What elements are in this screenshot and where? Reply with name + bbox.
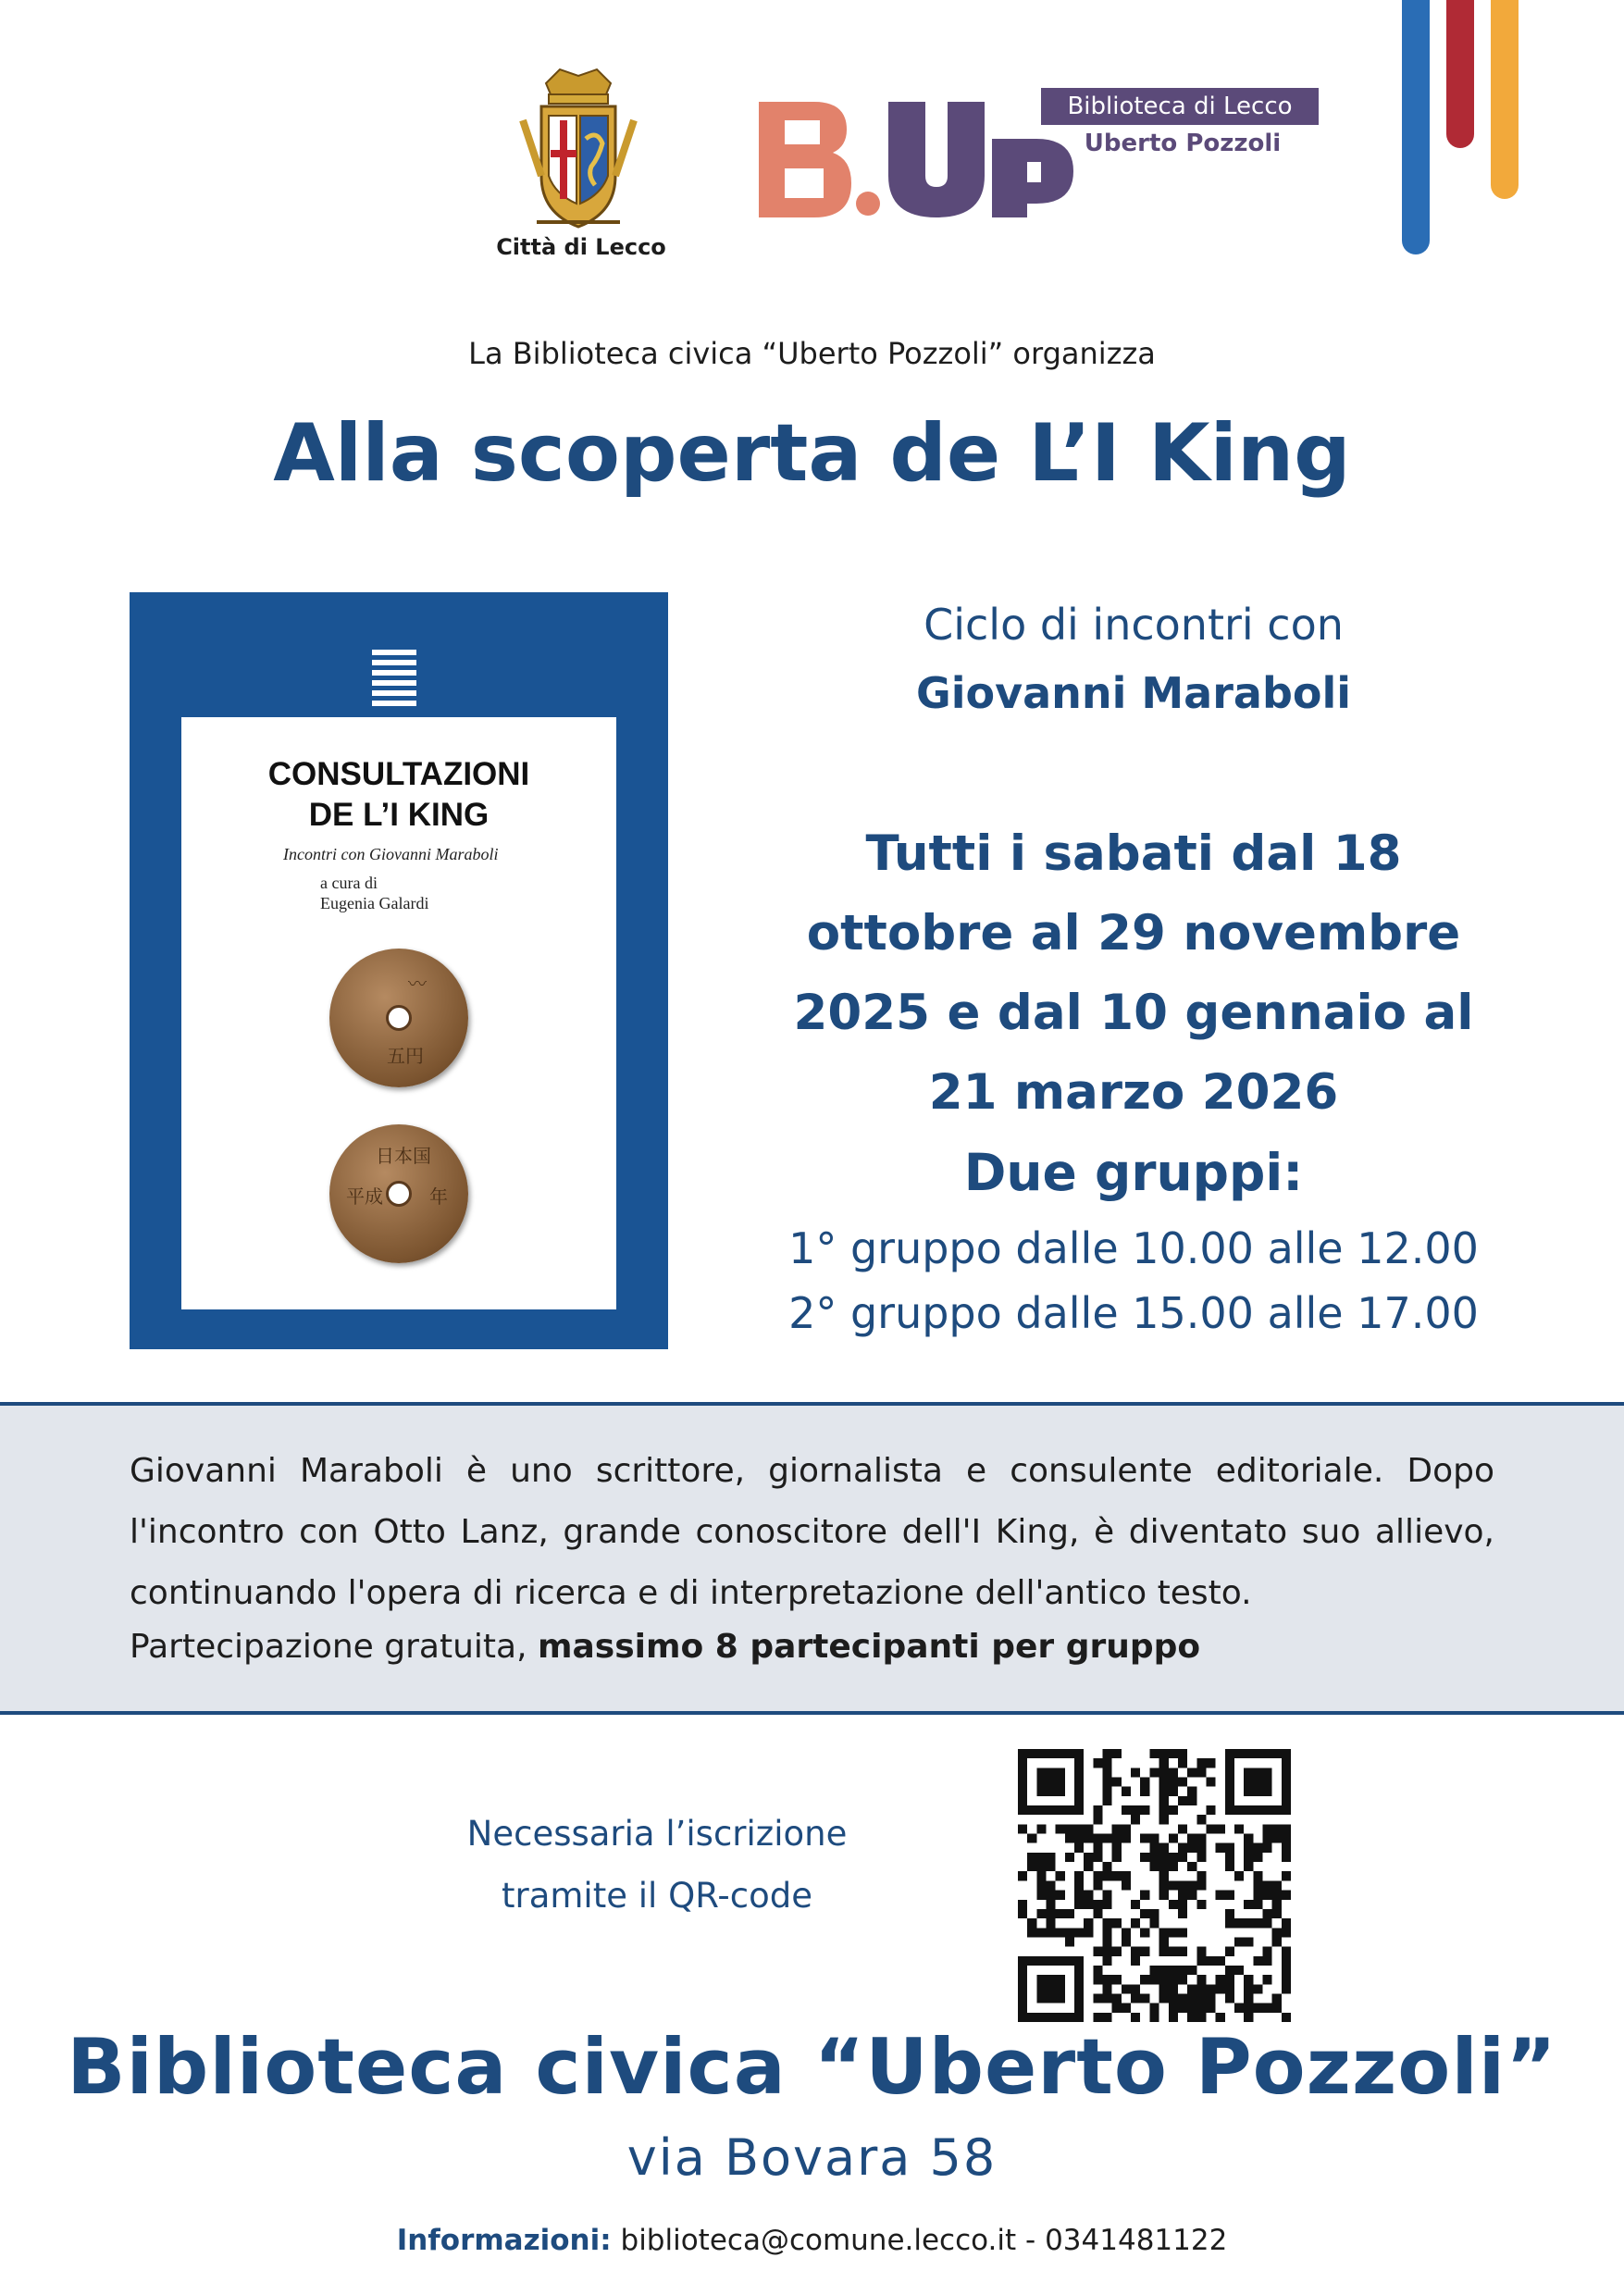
book-subtitle: Incontri con Giovanni Maraboli: [283, 845, 499, 863]
book-title: [181, 754, 616, 836]
registration-line1: Necessaria l’iscrizione: [466, 1814, 848, 1854]
hexagram-icon: [372, 650, 416, 711]
coin-image: 五円 〰: [329, 949, 468, 1087]
city-crest-logo: [514, 65, 643, 241]
library-name: Biblioteca civica “Uberto Pozzoli”: [67, 2022, 1557, 2112]
registration-line2: tramite il QR-code: [502, 1876, 812, 1916]
book-curator-line1: a cura di: [320, 874, 378, 892]
groups-title: Due gruppi:: [963, 1143, 1304, 1202]
info-band: [0, 1402, 1624, 1715]
contacts-value[interactable]: biblioteca@comune.lecco.it - 0341481122: [611, 2224, 1228, 2257]
book-cover-panel: [181, 717, 616, 1309]
city-label: Città di Lecco: [496, 234, 666, 260]
book-curator-line2: Eugenia Galardi: [320, 894, 429, 912]
participation-prefix: Partecipazione gratuita,: [130, 1628, 538, 1666]
bup-logo: [759, 102, 1073, 217]
bup-name: Uberto Pozzoli: [1084, 130, 1282, 157]
book-title-line1: CONSULTAZIONI: [267, 756, 530, 792]
contacts-label: Informazioni:: [396, 2224, 612, 2257]
event-dates: [731, 814, 1536, 1133]
stripe-blue: [1402, 0, 1430, 254]
participation-limit: massimo 8 partecipanti per gruppo: [537, 1628, 1201, 1666]
event-dates-line4: 21 marzo 2026: [928, 1064, 1339, 1121]
bup-library-label: Biblioteca di Lecco: [1041, 88, 1319, 125]
author-bio: Giovanni Maraboli è uno scrittore, giornalista e consulente editoriale. Dopo l'incontro con Otto Lanz, grande conoscitore dell'I King, è diventato suo allievo, continuando l'opera di ricerca e di interpretazione dell'antico testo.: [130, 1452, 1494, 1612]
library-address: via Bovara 58: [626, 2128, 998, 2187]
event-dates-line2: ottobre al 29 novembre: [806, 905, 1461, 961]
stripe-yellow: [1491, 0, 1519, 199]
author-name: Giovanni Maraboli: [915, 668, 1352, 718]
group-2-time: 2° gruppo dalle 15.00 alle 17.00: [788, 1288, 1479, 1338]
qr-code-icon[interactable]: [1018, 1749, 1291, 2022]
coin-image: 日本国 平成 年: [329, 1124, 468, 1263]
book-title-line2: DE L’I KING: [308, 797, 490, 833]
stripe-red: [1446, 0, 1474, 148]
contacts-line: [0, 2224, 1624, 2257]
organizer-text: La Biblioteca civica “Uberto Pozzoli” organizza: [468, 336, 1156, 371]
book-cover: [130, 592, 668, 1349]
event-dates-line3: 2025 e dal 10 gennaio al: [793, 985, 1474, 1041]
page-title: Alla scoperta de L’I King: [273, 407, 1351, 500]
cycle-label: Ciclo di incontri con: [924, 600, 1344, 650]
participation-note: [130, 1628, 1200, 1666]
event-dates-line1: Tutti i sabati dal 18: [865, 825, 1402, 882]
group-1-time: 1° gruppo dalle 10.00 alle 12.00: [788, 1223, 1479, 1273]
book-curator: [320, 873, 428, 913]
